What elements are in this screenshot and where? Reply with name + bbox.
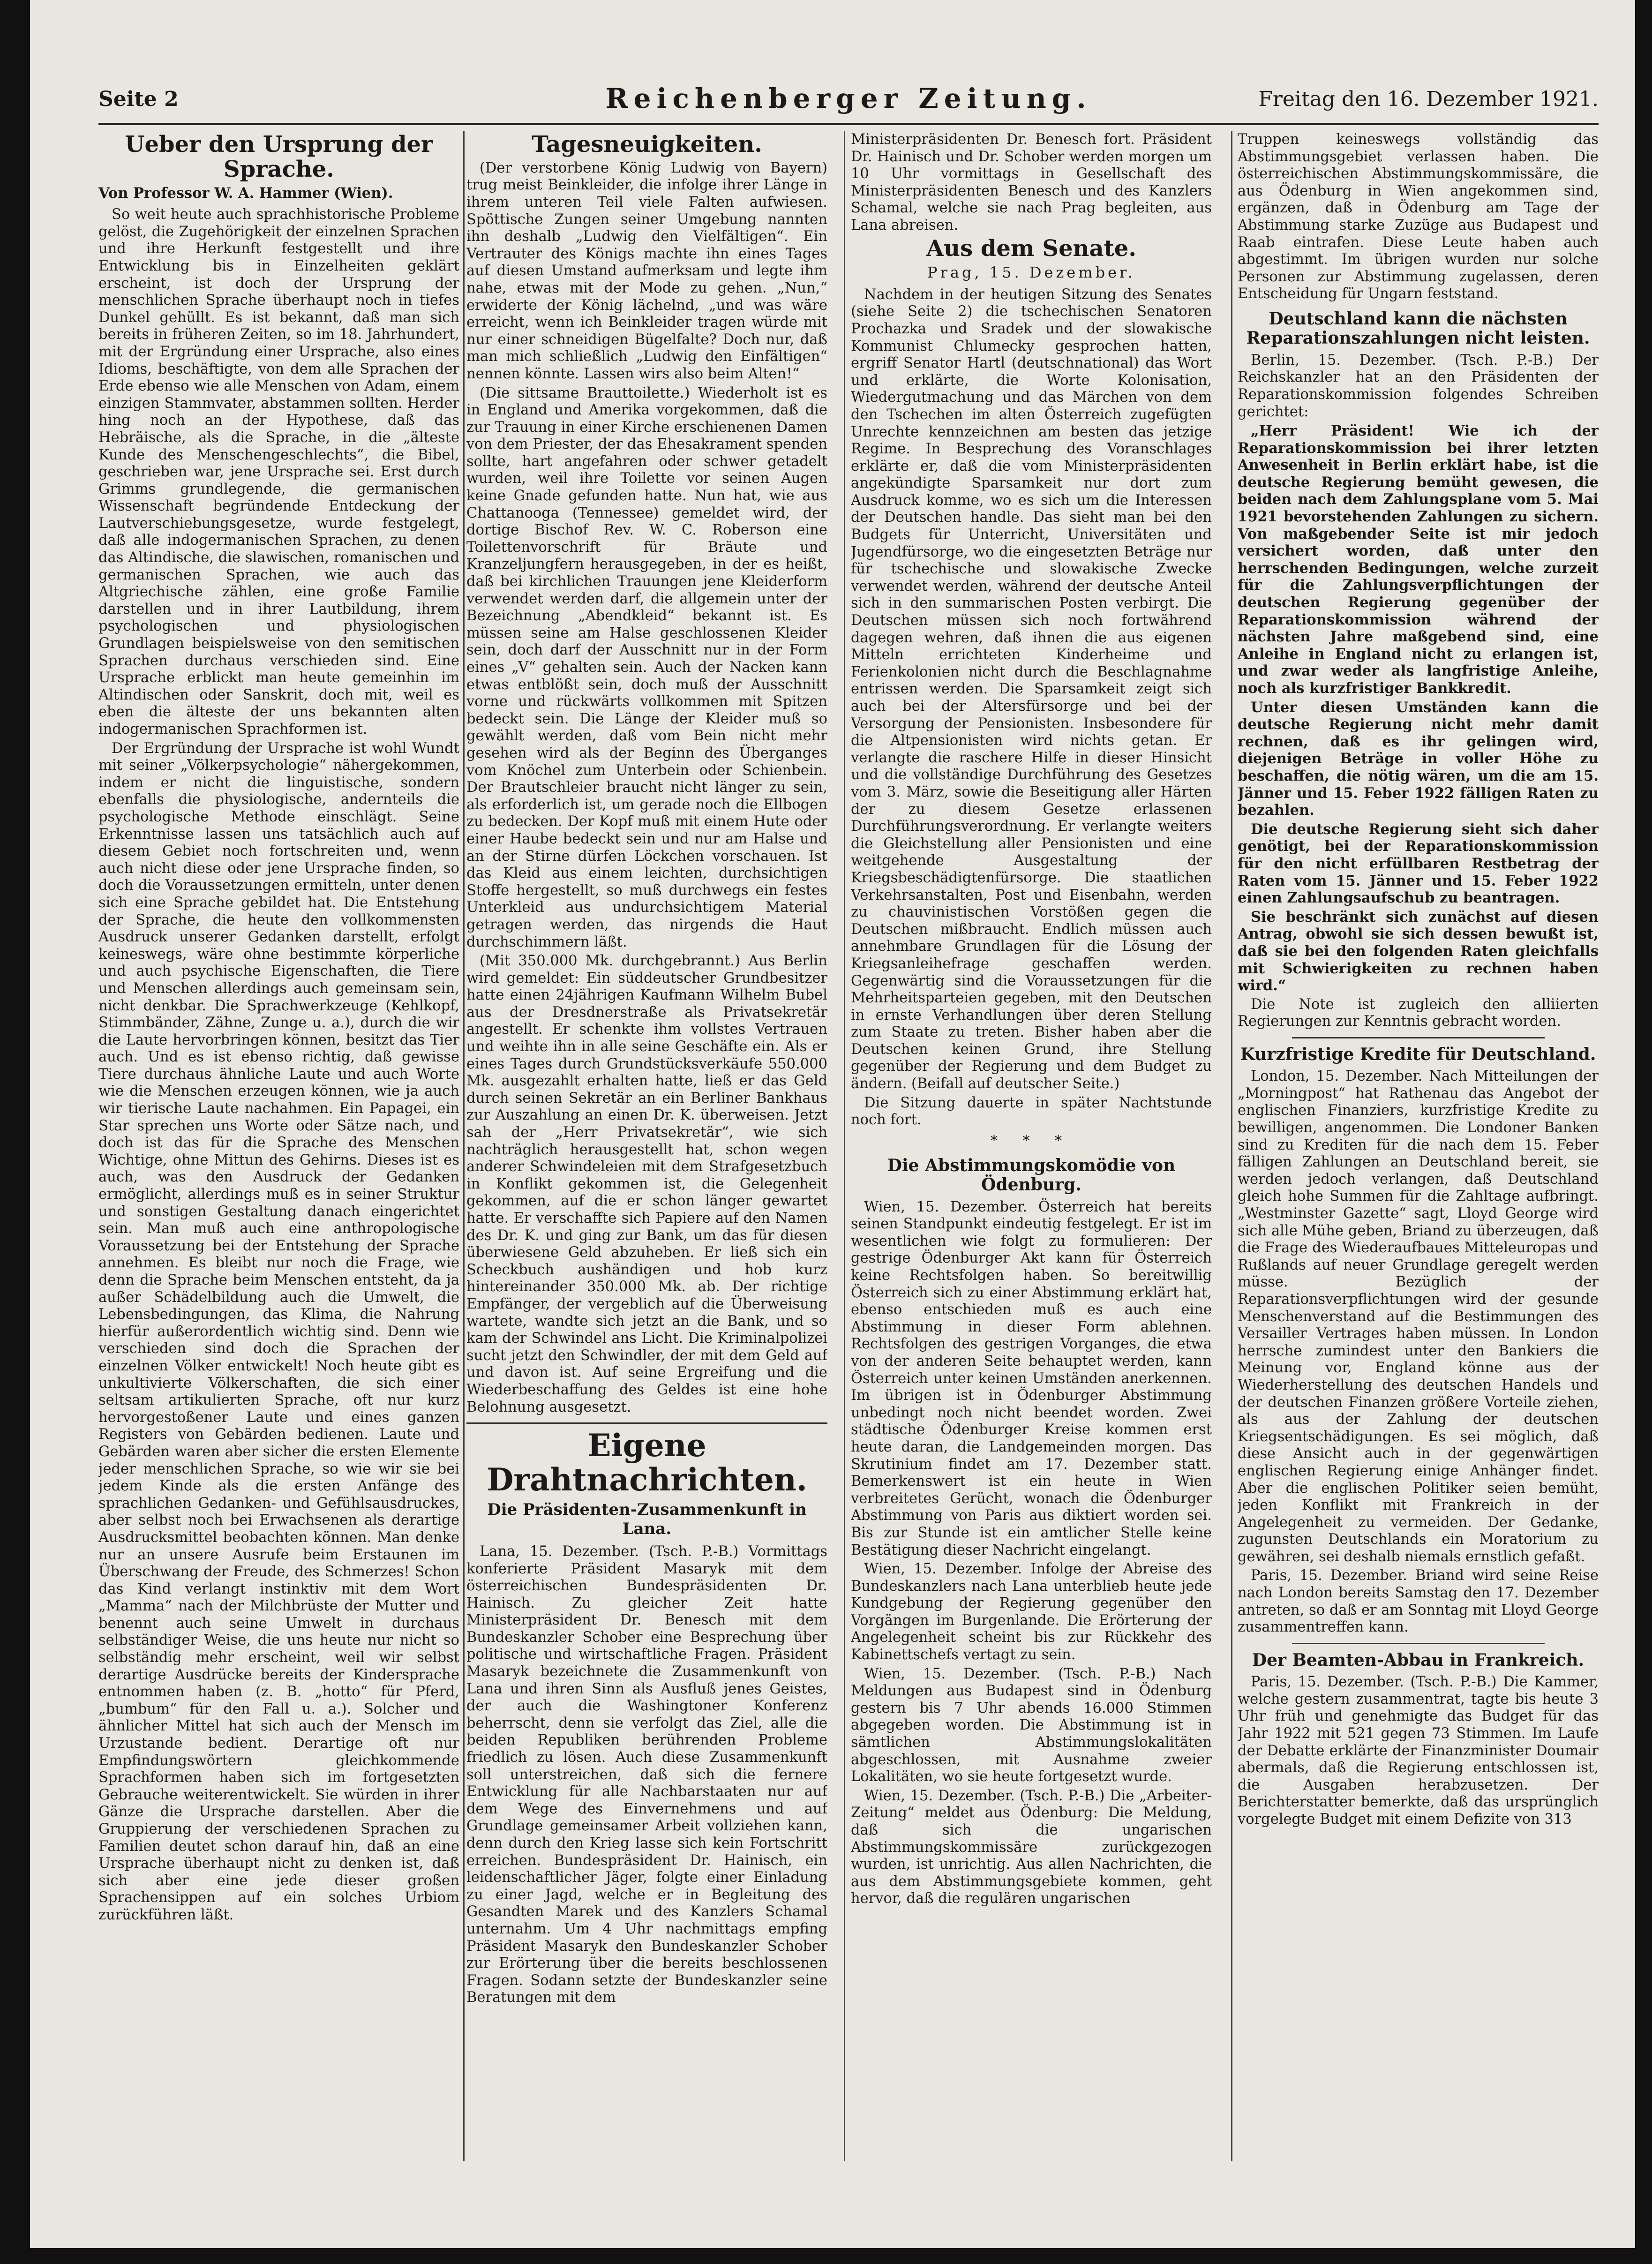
article-title: Die Abstimmungskomödie von Ödenburg. bbox=[887, 1155, 1176, 1195]
news-item: Lana, 15. Dezember. (Tsch. P.-B.) Vormittags konferierte Präsident Masaryk mit dem österreichischen Bundespräsidenten Dr. Hainisch. Zu gleicher Zeit hatte Ministerpräsident Dr. Benesch mit dem Bundeskanzler Schober eine Besprechung über politische und wirtschaftliche Fragen. Präsident Masaryk bezeichnete die Zusammenkunft von Lana und ihren Sinn als Ausfluß jenes Geistes, der auch die Washingtoner Konferenz beherrscht, denn sie verfolgt das Ziel, alle die beiden Republiken berührenden Probleme friedlich zu lösen. Auch diese Zusammenkunft soll unterstreichen, daß sich die fernere Entwicklung für alle Nachbarstaaten nur auf dem Wege des Einvernehmens und auf Grundlage gemeinsamer Arbeit vollziehen kann, denn durch den Krieg lasse sich kein Fortschritt erreichen. Bundespräsident Dr. Hainisch, ein leidenschaftlicher Jäger, folgte einer Einladung zu einer Jagd, welche er in Begleitung des Gesandten Marek und des Kanzlers Schamal unternahm. Um 4 Uhr nachmittags empfing Präsident Masaryk den Bundeskanzler Schober zur Erörterung über die bereits beschlossenen Fragen. Sodann setzte der Bundeskanzler seine Beratungen mit dem bbox=[466, 1543, 827, 2006]
news-item: Die Sitzung dauerte in später Nachtstunde noch fort. bbox=[851, 1094, 1212, 1128]
article-byline: Von Professor W. A. Hammer (Wien). bbox=[98, 184, 393, 202]
news-item: (Die sittsame Brauttoilette.) Wiederholt ist es in England und Amerika vorgekommen, daß die zur Trauung in einer Kirche erschienenen Damen von dem Priester, der das Ehesakrament spenden sollte, hart angefahren oder schwer getadelt wurden, weil ihre Toilette vor seinen Augen keine Gnade gefunden hatte. Nun hat, wie aus Chattanooga (Tennessee) gemeldet wird, der dortige Bischof Rev. W. C. Roberson eine Toilettenvorschrift für Bräute und Kranzeljungfern herausgegeben, in der es heißt, daß bei kirchlichen Trauungen jene Kleiderform verwendet werden darf, die allgemein unter der Bezeichnung „Abendkleid“ bekannt ist. Es müssen seine am Halse geschlossenen Kleider sein, doch darf der Ausschnitt nur in der Form eines „V“ gehalten sein. Auch der Nacken kann etwas entblößt sein, doch muß der Ausschnitt vorne und rückwärts vollkommen mit Spitzen bedeckt sein. Die Länge der Kleider muß so gewählt werden, daß vom Bein nicht mehr gesehen wird als der Beginn des Überganges vom Knöchel zum Unterbein oder Schienbein. Der Brautschleier braucht nicht länger zu sein, als erforderlich ist, um gerade noch die Ellbogen zu bedecken. Der Kopf muß mit einem Hute oder einer Haube bedeckt sein und nur am Halse und an der Stirne dürfen Löckchen vorschauen. Ist das Kleid aus einem leichten, durchsichtigen Stoffe hergestellt, so muß durchwegs ein festes Unterkleid aus undurchsichtigem Material getragen werden, das nirgends die Haut durchschimmern läßt. bbox=[466, 384, 827, 950]
scan-edge-right bbox=[1635, 0, 1652, 2264]
section-rule bbox=[466, 1422, 827, 1424]
masthead bbox=[98, 83, 1599, 120]
scan-edge-bottom bbox=[0, 2248, 1652, 2264]
news-item: Ministerpräsidenten Dr. Benesch fort. Präsident Dr. Hainisch und Dr. Schober werden morgen um 10 Uhr vormittags in Gesellschaft des Ministerpräsidenten Benesch und des Kanzlers Schamal, welche sie nach Prag begleiten, aus Lana abreisen. bbox=[851, 131, 1212, 233]
section-rule bbox=[1292, 1643, 1545, 1644]
newspaper-name: Reichenberger Zeitung. bbox=[605, 83, 1092, 114]
masthead-rule bbox=[98, 123, 1599, 125]
article-title: Aus dem Senate. bbox=[926, 235, 1137, 262]
issue-date: Freitag den 16. Dezember 1921. bbox=[1258, 87, 1599, 111]
news-item: Wien, 15. Dezember. (Tsch. P.-B.) Nach Meldungen aus Budapest sind in Ödenburg gestern bis 7 Uhr abends 16.000 Stimmen abgegeben worden. Die Abstimmung ist in sämtlichen Abstimmungslokalitäten abgeschlossen, mit Ausnahme zweier Lokalitäten, wo sie heute fortgesetzt wurde. bbox=[851, 1665, 1212, 1785]
article-paragraph: So weit heute auch sprachhistorische Probleme gelöst, die Zugehörigkeit der einzelnen Sprachen und ihre Herkunft festgestellt und ihre Entwicklung bis in Einzelheiten geklärt erscheint, ist doch der Ursprung der menschlichen Sprache überhaupt noch in tiefes Dunkel gehüllt. Es ist bekannt, daß man sich bereits in früheren Zeiten, so im 18. Jahrhundert, mit der Ergründung einer Ursprache, also eines Idioms, beschäftigte, von dem alle Sprachen der Erde ebenso wie alle Menschen von Adam, einem einzigen Stammvater, abstammen sollten. Herder hing noch an der Hypothese, daß das Hebräische, als die Sprache, in die „älteste Kunde des Menschengeschlechts“, die Bibel, geschrieben war, jene Ursprache sei. Erst durch Grimms grundlegende, die germanischen Wissenschaft begründende Entdeckung der Lautverschiebungsgesetze, wurde festgelegt, daß alle indogermanischen Sprachen, zu denen das Altindische, die slawischen, romanischen und germanischen Sprachen, wie auch das Altgriechische zählen, eine große Familie darstellen und in ihrer Lautbildung, ihrem psychologischen und physiologischen Grundlagen beispielsweise von den semitischen Sprachen durchaus verschieden sind. Eine Ursprache erblickt man heute gemeinhin im Altindischen oder Sanskrit, doch mit, weil es eben die älteste der uns bekannten alten indogermanischen Sprachformen ist. bbox=[98, 206, 459, 737]
news-item: Wien, 15. Dezember. Infolge der Abreise des Bundeskanzlers nach Lana unterblieb heute jede Kundgebung der Regierung gegenüber den Vorgängen im Burgenlande. Die Erörterung der Angelegenheit scheint bis zur Rückkehr des Kabinettschefs vertagt zu sein. bbox=[851, 1561, 1212, 1663]
section-title: Tagesneuigkeiten. bbox=[532, 131, 762, 158]
dateline: Prag, 15. Dezember. bbox=[927, 263, 1135, 282]
page-number: Seite 2 bbox=[98, 87, 179, 111]
column-divider bbox=[844, 131, 845, 2161]
section-title: Eigene Drahtnachrichten. bbox=[487, 1427, 807, 1498]
article-title: Der Beamten-Abbau in Frankreich. bbox=[1252, 1650, 1584, 1670]
article-title: Ueber den Ursprung der Sprache. bbox=[125, 131, 433, 182]
news-item: Berlin, 15. Dezember. (Tsch. P.-B.) Der Reichskanzler hat an den Präsidenten der Reparationskommission folgendes Schreiben gerichtet: bbox=[1238, 352, 1599, 420]
news-item: London, 15. Dezember. Nach Mitteilungen der „Morningpost“ hat Rathenau das Angebot der englischen Finanziers, kurzfristige Kredite zu bewilligen, angenommen. Die Londoner Banken sind zu Krediten für die nach dem 15. Feber fälligen Zahlungen an Deutschland bereit, sie werden jedoch verlangen, daß Deutschland gleich hohe Summen für die Zahltage aufbringt. „Westminster Gazette“ sagt, Lloyd George wird sich alle Mühe geben, Briand zu überzeugen, daß die Frage des Wiederaufbaues Mitteleuropas und Rußlands auf neuer Grundlage geregelt werden müsse. Bezüglich der Reparationsverpflichtungen wird der gesunde Menschenverstand auf die Bestimmungen des Versailler Vertrages haben müssen. In London herrsche zumindest unter den Bankiers die Meinung vor, England könne aus der Wiederherstellung des deutschen Handels und der deutschen Finanzen größere Vorteile ziehen, als aus der Zahlung der deutschen Kriegsentschädigungen. Es sei möglich, daß diese Ansicht auch in der gegenwärtigen englischen Regierung einige Anhänger findet. Aber die englischen Politiker seien bemüht, jeden Konflikt mit Frankreich in der Angelegenheit zu vermeiden. Der Gedanke, zugunsten Deutschlands ein Moratorium zu gewähren, sei deshalb niemals ernstlich gefaßt. bbox=[1238, 1068, 1599, 1565]
column-2 bbox=[466, 131, 827, 2161]
news-item: Nachdem in der heutigen Sitzung des Senates (siehe Seite 2) die tschechischen Senatoren Prochazka und Sradek und der slowakische Kommunist Chlumecky gesprochen hatten, ergriff Senator Hartl (deutschnational) das Wort und erklärte, die Worte Kolonisation, Wiedergutmachung und das Märchen von dem den Tschechen im alten Österreich zugefügten Unrechte kennzeichnen am besten das jetzige Regime. In Besprechung des Voranschlages erklärte er, daß die vom Ministerpräsidenten angekündigte Sparsamkeit nur dort zum Ausdruck komme, wo es sich um die Interessen der Deutschen handle. Das sieht man bei den Budgets für Unterricht, Universitäten und Jugendfürsorge, wo die eingesetzten Beträge nur für tschechische und slowakische Zwecke verwendet werden, während der deutsche Anteil sich in den summarischen Posten verbirgt. Die Deutschen müssen sich noch fortwährend dagegen wehren, daß ihnen die aus eigenen Mitteln errichteten Kinderheime und Ferienkolonien nicht durch die Beschlagnahme entrissen werden. Die Sparsamkeit zeigt sich auch bei der Altersfürsorge und bei der Versorgung der Pensionisten. Insbesondere für die Altpensionisten wird nichts getan. Er verlangte die raschere Hilfe in dieser Hinsicht und die vollständige Durchführung des Gesetzes vom 3. März, sowie die Beseitigung aller Härten der zu diesem Gesetze erlassenen Durchführungsverordnung. Er verlangte weiters die Gleichstellung aller Pensionisten und eine weitgehende Ausgestaltung der Kriegsbeschädigtenfürsorge. Die staatlichen Verkehrsanstalten, Post und Eisenbahn, werden zu chauvinistischen Vorstößen gegen die Deutschen mißbraucht. Endlich müssen auch annehmbare Grundlagen für die Lösung der Kriegsanleihefrage geschaffen werden. Gegenwärtig sind die Voraussetzungen für die Mehrheitsparteien gegeben, mit den Deutschen in ernste Verhandlungen über deren Stellung zum Staate zu treten. Bisher haben aber die Deutschen keinen Grund, ihre Stellung gegenüber der Regierung und dem Budget zu ändern. (Beifall auf deutscher Seite.) bbox=[851, 286, 1212, 1092]
column-1 bbox=[98, 131, 459, 2161]
article-title: Kurzfristige Kredite für Deutschland. bbox=[1240, 1044, 1596, 1064]
column-divider bbox=[1231, 131, 1232, 2161]
section-rule bbox=[1292, 1037, 1545, 1038]
scan-edge-left bbox=[0, 0, 30, 2264]
column-divider bbox=[463, 131, 465, 2161]
column-4 bbox=[1238, 131, 1599, 2161]
article-subtitle: Die Präsidenten-Zusammenkunft in Lana. bbox=[487, 1500, 807, 1539]
news-item: „Herr Präsident! Wie ich der Reparationskommission bei ihrer letzten Anwesenheit in Berlin erklärt habe, ist die deutsche Regierung bemüht gewesen, die beiden nach dem Zahlungsplane vom 5. Mai 1921 bevorstehenden Zahlungen zu sichern. Von maßgebender Seite ist mir jedoch versichert worden, daß unter den herrschenden Bedingungen, welche zurzeit für die Zahlungsverpflichtungen der deutschen Regierung gegenüber der Reparationskommission während der nächsten Jahre maßgebend sind, eine Anleihe in England nicht zu erlangen ist, und zwar weder als langfristige Anleihe, noch als kurzfristiger Bankkredit. bbox=[1238, 422, 1599, 697]
news-item: (Mit 350.000 Mk. durchgebrannt.) Aus Berlin wird gemeldet: Ein süddeutscher Grundbesitzer hatte einen 24jährigen Kaufmann Wilhelm Bubel aus der Dresdnerstraße als Privatsekretär angestellt. Er schenkte ihm vollstes Vertrauen und weihte ihn in alle seine Geschäfte ein. Als er eines Tages durch Grundstücksverkäufe 550.000 Mk. ausgezahlt erhalten hatte, ließ er das Geld durch seinen Sekretär an ein Berliner Bankhaus zur Auszahlung an einen Dr. K. überweisen. Jetzt sah der „Herr Privatsekretär“, wie sich nachträglich herausgestellt hat, schon wegen anderer Schwindeleien mit dem Strafgesetzbuch in Konflikt gekommen ist, die Gelegenheit gekommen, auf die er schon länger gewartet hatte. Er verschaffte sich Papiere auf den Namen des Dr. K. und ging zur Bank, um das für diesen überwiesene Geld abzuheben. Er ließ sich ein Scheckbuch aushändigen und hob kurz hintereinander 350.000 Mk. ab. Der richtige Empfänger, der vergeblich auf die Überweisung wartete, wandte sich jetzt an die Bank, und so kam der Schwindel ans Licht. Die Kriminalpolizei sucht jetzt den Schwindler, der mit dem Geld auf und davon ist. Auf seine Ergreifung und die Wiederbeschaffung des Geldes ist eine hohe Belohnung ausgesetzt. bbox=[466, 953, 827, 1415]
news-item: Wien, 15. Dezember. Österreich hat bereits seinen Standpunkt eindeutig festgelegt. Er ist im wesentlichen wie folgt zu formulieren: Der gestrige Ödenburger Akt kann für Österreich keine Rechtsfolgen haben. So bereitwillig Österreich sich zu einer Abstimmung erklärt hat, ebenso entschieden muß es auch eine Abstimmung in dieser Form ablehnen. Rechtsfolgen des gestrigen Vorganges, die etwa von der anderen Seite behauptet werden, kann Österreich unter keinen Umständen anerkennen. Im übrigen ist in Ödenburger Abstimmung unbedingt noch nicht beendet worden. Zwei städtische Ödenburger Kreise kommen erst heute daran, die Landgemeinden morgen. Das Skrutinium findet am 17. Dezember statt. Bemerkenswert ist ein heute in Wien verbreitetes Gerücht, wonach die Ödenburger Abstimmung von Paris aus diktiert worden sei. Bis zur Stunde ist ein amtlicher Stelle keine Bestätigung dieser Nachricht eingelangt. bbox=[851, 1198, 1212, 1558]
article-title: Deutschland kann die nächsten Reparationszahlungen nicht leisten. bbox=[1246, 308, 1590, 348]
news-item: (Der verstorbene König Ludwig von Bayern) trug meist Beinkleider, die infolge ihrer Länge in ihrem unteren Teil viele Falten aufwiesen. Spöttische Zungen seiner Umgebung nannten ihn deshalb „Ludwig den Vielfältigen“. Ein Vertrauter des Königs machte ihn eines Tages auf diesen Umstand aufmerksam und legte ihm nahe, etwas mit der Mode zu gehen. „Nun,“ erwiderte der König lächelnd, „und was wäre erreicht, wenn ich Beinkleider tragen würde mit nur einer schneidigen Bügelfalte? Doch nur, daß man mich schließlich „Ludwig den Einfältigen“ nennen könnte. Lassen wirs also beim Alten!“ bbox=[466, 159, 827, 382]
column-3 bbox=[851, 131, 1212, 2161]
news-item: Unter diesen Umständen kann die deutsche Regierung nicht mehr damit rechnen, daß es ihr gelingen wird, diejenigen Beträge in voller Höhe zu beschaffen, die nötig wären, um die am 15. Jänner und 15. Feber 1922 fälligen Raten zu bezahlen. bbox=[1238, 699, 1599, 819]
news-item: Paris, 15. Dezember. Briand wird seine Reise nach London bereits Samstag den 17. Dezember antreten, so daß er am Sonntag mit Lloyd George zusammentreffen kann. bbox=[1238, 1567, 1599, 1636]
article-paragraph: Der Ergründung der Ursprache ist wohl Wundt mit seiner „Völkerpsychologie“ nähergekommen, indem er nicht die linguistische, sondern ebenfalls die physiologische, andernteils die psychologische Methode einschlägt. Seine Erkenntnisse lassen uns tatsächlich auch auf diesem Gebiet noch fortschreiten und, wenn auch nicht diese oder jene Ursprache finden, so doch die Voraussetzungen ermitteln, unter denen sich eine Sprache gebildet hat. Die Entstehung der Sprache, die heute den vollkommensten Ausdruck unserer Gedanken darstellt, erfolgt keineswegs, wäre ohne bestimmte körperliche und auch psychische Eigenschaften, die Tiere und Menschen allerdings auch gemeinsam sein, nicht denkbar. Die Sprachwerkzeuge (Kehlkopf, Stimmbänder, Zähne, Zunge u. a.), durch die wir die Laute hervorbringen können, besitzt das Tier auch. Und es ist ebenso richtig, daß gewisse Tiere durchaus ähnliche Laute und auch Worte wie die Menschen erzeugen können, wie ja auch wir tierische Laute nachahmen. Ein Papagei, ein Star sprechen uns Worte oder Sätze nach, und doch ist das für die Sprache des Menschen Wichtige, ohne Mittun des Gehirns. Dieses ist es auch, was den Ausdruck der Gedanken ermöglicht, allerdings muß es in seiner Struktur und sonstigen Gestaltung danach eingerichtet sein. Man muß auch eine anthropologische Voraussetzung bei der Entstehung der Sprache annehmen. Es bleibt nur noch die Frage, wie denn die Sprache beim Menschen entsteht, da ja außer Schädelbildung auch die Umwelt, die Lebensbedingungen, das Klima, die Nahrung hierfür außerordentlich wichtig sind. Denn wie verschieden sind doch die Sprachen der einzelnen Völker entwickelt! Noch heute gibt es unkultivierte Völkerschaften, die sich einer seltsam artikulierten Sprache, oft nur kurz hervorgestoßener Laute und eines ganzen Registers von Gebärden bedienen. Laute und Gebärden waren aber sicher die ersten Elemente jeder menschlichen Sprache, so wie wir sie bei jedem Kinde als die ersten Anfänge des sprachlichen Gedanken- und Gefühlsausdruckes, aber selbst noch bei Erwachsenen als derartige Ausdrucksmittel beobachten können. Man denke nur an unsere Ausrufe beim Erstaunen im Überschwang der Freude, des Schmerzes! Schon das Kind verlangt instinktiv mit dem Wort „Mamma“ nach der Milchbrüste der Mutter und benennt auch seine Umwelt in durchaus selbständiger Weise, die uns heute nur nicht so selbständig mehr erscheint, weil wir selbst derartige Ausdrücke bereits der Kindersprache entnommen haben (z. B. „hotto“ für Pferd, „bumbum“ für den Fall u. a.). Solcher und ähnlicher Mittel hat sich auch der Mensch im Urzustande bedient. Derartige oft nur Empfindungswörtern gleichkommende Sprachformen haben sich im fortgesetzten Gebrauche weiterentwickelt. Sie würden in ihrer Gänze die Ursprache darstellen. Aber die Gruppierung der verschiedenen Sprachen zu Familien deutet schon darauf hin, daß an eine Ursprache überhaupt nicht zu denken ist, daß sich aber eine jede dieser großen Sprachensippen auf ein solches Urbiom zurückführen läßt. bbox=[98, 740, 459, 1923]
news-item: Sie beschränkt sich zunächst auf diesen Antrag, obwohl sie sich dessen bewußt ist, daß sie bei den folgenden Raten gleichfalls mit Schwierigkeiten zu rechnen haben wird.“ bbox=[1238, 908, 1599, 994]
news-item: Paris, 15. Dezember. (Tsch. P.-B.) Die Kammer, welche gestern zusammentrat, tagte bis heute 3 Uhr früh und genehmigte das Budget für das Jahr 1922 mit 521 gegen 73 Stimmen. Im Laufe der Debatte erklärte der Finanzminister Doumair abermals, daß die Regierung entschlossen ist, die Ausgaben herabzusetzen. Der Berichterstatter bemerkte, daß das ursprünglich vorgelegte Budget mit einem Defizite von 313 bbox=[1238, 1674, 1599, 1828]
news-item: Die Note ist zugleich den alliierten Regierungen zur Kenntnis gebracht worden. bbox=[1238, 996, 1599, 1030]
news-item: Die deutsche Regierung sieht sich daher genötigt, bei der Reparationskommission für den nicht erfüllbaren Restbetrag der Raten vom 15. Jänner und 15. Feber 1922 einen Zahlungsaufschub zu beantragen. bbox=[1238, 820, 1599, 907]
separator-stars: * * * bbox=[990, 1132, 1073, 1149]
news-item: Truppen keineswegs vollständig das Abstimmungsgebiet verlassen haben. Die österreichischen Abstimmungskommissäre, die aus Ödenburg in Wien angekommen sind, ergänzen, daß in Ödenburg am Tage der Abstimmung starke Zuzüge aus Budapest und Raab eintrafen. Diese Leute haben auch abgestimmt. Im übrigen wurden nur solche Personen zur Abstimmung zugelassen, deren Entscheidung für Ungarn feststand. bbox=[1238, 131, 1599, 302]
news-item: Wien, 15. Dezember. (Tsch. P.-B.) Die „Arbeiter-Zeitung“ meldet aus Ödenburg: Die Meldung, daß sich die ungarischen Abstimmungskommissäre zurückgezogen wurden, ist unrichtig. Aus allen Nachrichten, die aus dem Abstimmungsgebiete kommen, geht hervor, daß die regulären ungarischen bbox=[851, 1787, 1212, 1907]
